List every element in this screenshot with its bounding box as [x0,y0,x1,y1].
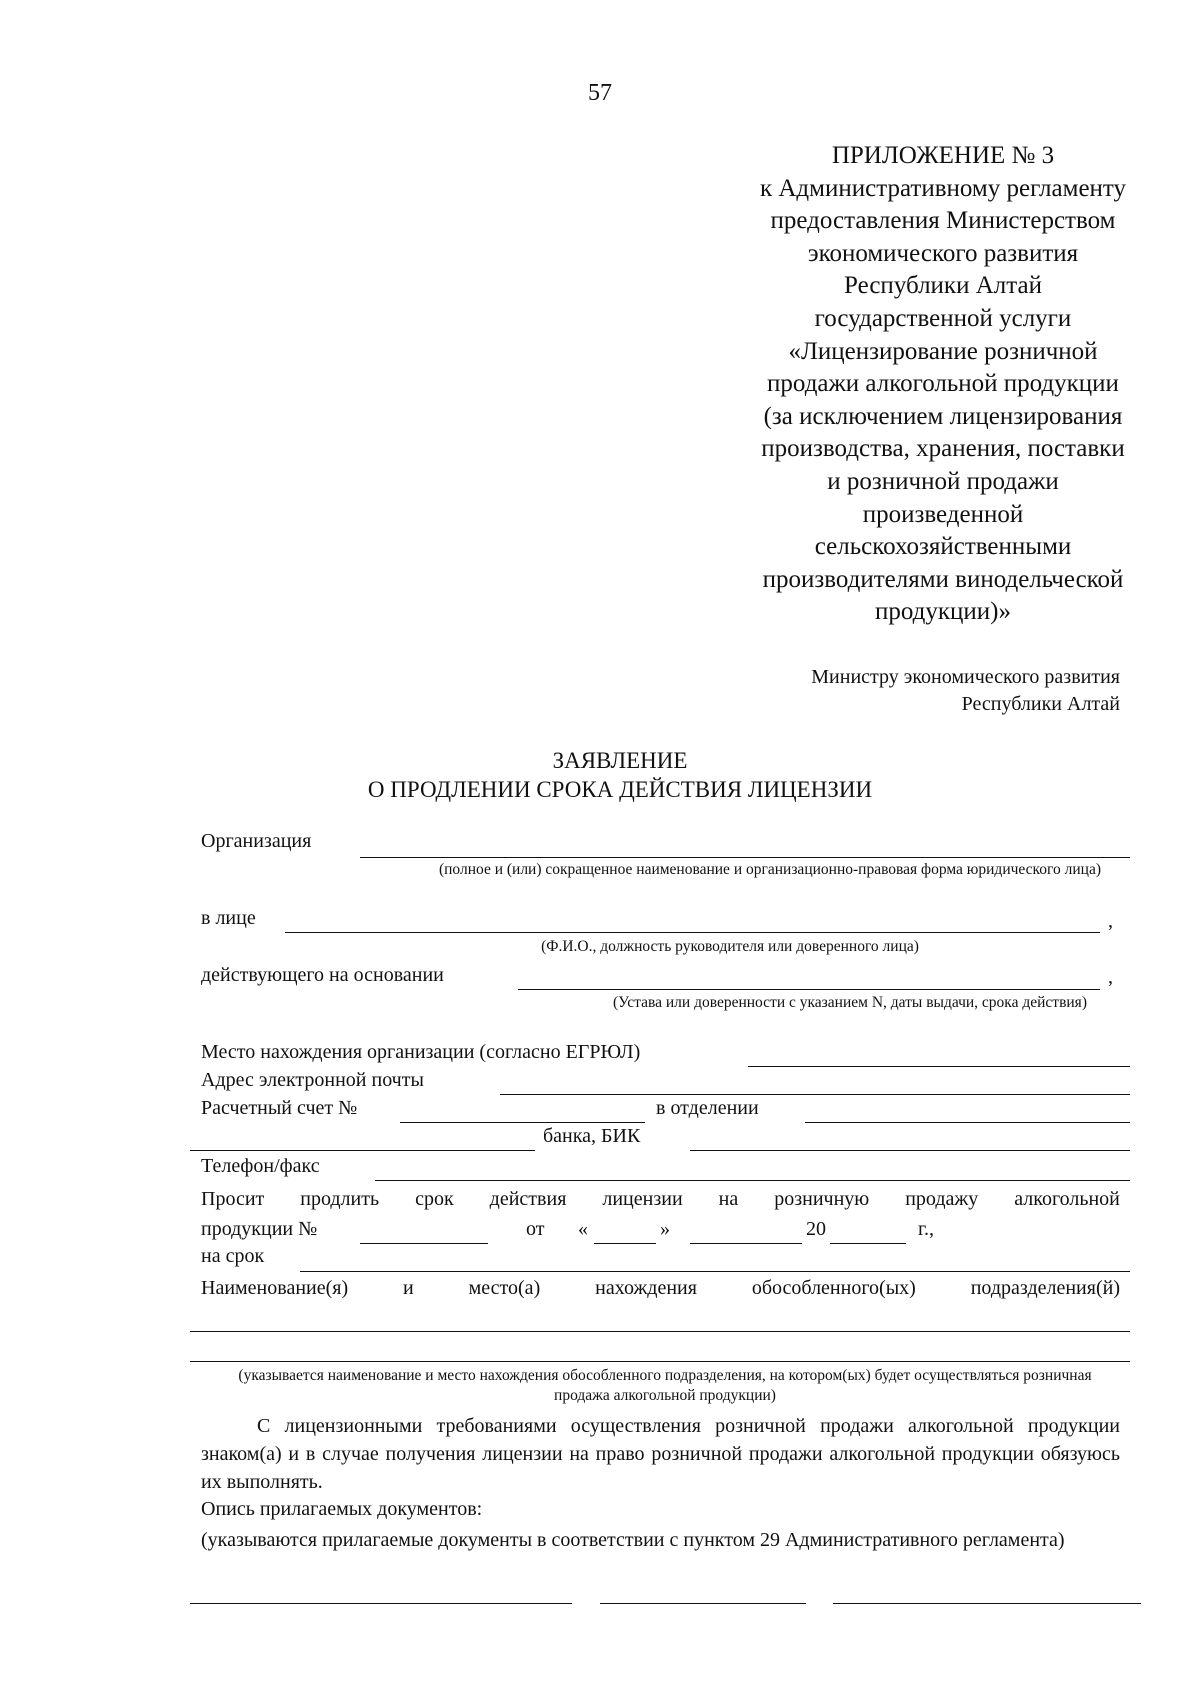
appendix-line: произведенной [862,500,1024,528]
appendix-line: продажи алкогольной продукции [767,370,1119,398]
organization-field-line[interactable] [360,857,1130,858]
appendix-header [720,140,1166,629]
location-field-line[interactable] [748,1066,1130,1067]
appendix-line: предоставления Министерством [770,207,1116,235]
from-label: от [526,1218,545,1240]
signature-line-sign[interactable] [600,1603,806,1604]
in-person-hint: (Ф.И.О., должность руководителя или доверенного лица) [541,938,919,955]
subdivision-hint: (указывается наименование и место нахождения обособленного подразделения, на котором(ых) будет осуществляться розничная продажа алкогольной продукции) [238,1367,1092,1404]
document-title [0,746,1200,804]
subdivision-field-line-1[interactable] [190,1331,1130,1332]
account-label: Расчетный счет № [201,1097,358,1119]
basis-field-line[interactable] [518,989,1100,990]
documents-label: Опись прилагаемых документов: [201,1498,483,1520]
appendix-line: Республики Алтай [844,272,1042,300]
bik-field-line[interactable] [690,1150,1130,1151]
subdivision-word: Наименование(я) [201,1277,349,1299]
appendix-line: «Лицензирование розничной [788,337,1098,365]
comma: , [1108,910,1113,932]
page-number: 57 [588,80,612,106]
appendix-line: государственной услуги [814,304,1072,332]
email-label: Адрес электронной почты [201,1069,424,1091]
request-word: розничную [774,1188,870,1210]
basis-hint: (Устава или доверенности с указанием N, даты выдачи, срока действия) [613,994,1087,1011]
year-field-line[interactable] [830,1243,906,1244]
appendix-line: сельскохозяйственными [814,533,1072,561]
appendix-line: производителями винодельческой [762,565,1124,593]
subdivision-word: подразделения(й) [970,1277,1120,1299]
appendix-line: ПРИЛОЖЕНИЕ № 3 [831,142,1055,169]
addressee [811,664,1120,718]
location-label: Место нахождения организации (согласно ЕГРЮЛ) [201,1041,641,1063]
organization-label: Организация [201,830,312,852]
subdivision-line [201,1277,1120,1300]
subdivision-field-line-2[interactable] [190,1361,1130,1362]
request-word: продажу [905,1188,979,1210]
in-person-field-line[interactable] [285,932,1100,933]
in-person-label: в лице [201,907,256,929]
comma: , [1108,966,1113,988]
bank-field-line[interactable] [190,1150,535,1151]
account-field-line[interactable] [400,1122,645,1123]
request-word: лицензии [602,1188,683,1210]
appendix-line: и розничной продажи [827,467,1059,495]
branch-label: в отделении [656,1097,759,1119]
subdivision-word: нахождения [595,1277,697,1299]
request-word: алкогольной [1014,1188,1120,1210]
signature-line-name[interactable] [833,1603,1141,1604]
appendix-line: экономического развития [807,239,1079,267]
branch-field-line[interactable] [805,1122,1130,1123]
title-line-2: О ПРОДЛЕНИИ СРОКА ДЕЙСТВИЯ ЛИЦЕНЗИИ [367,777,873,802]
year-prefix: 20 [806,1218,826,1240]
products-number-label: продукции № [201,1218,318,1240]
appendix-line: продукции)» [875,598,1011,626]
request-word: срок [415,1188,454,1210]
year-suffix: г., [918,1218,934,1240]
request-word: на [718,1188,739,1210]
addressee-line-2: Республики Алтай [961,693,1120,715]
request-line [201,1188,1120,1211]
month-field-line[interactable] [690,1243,802,1244]
request-word: действия [489,1188,567,1210]
request-word: продлить [300,1188,380,1210]
term-label: на срок [201,1245,265,1267]
request-word: Просит [201,1188,265,1210]
acknowledgement-paragraph: С лицензионными требованиями осуществления розничной продажи алкогольной продукции знаком(а) и в случае получения лицензии на право розничной продажи алкогольной продукции обязуюсь их выполнять. [201,1415,1120,1493]
phone-field-line[interactable] [375,1180,1130,1181]
subdivision-word: обособленного(ых) [751,1277,916,1299]
quote-close: » [660,1218,670,1240]
products-number-field-line[interactable] [360,1243,488,1244]
appendix-line: (за исключением лицензирования [763,402,1123,430]
term-field-line[interactable] [300,1271,1130,1272]
phone-label: Телефон/факс [201,1155,320,1177]
documents-hint: (указываются прилагаемые документы в соответствии с пунктом 29 Административного регламента) [201,1529,1065,1551]
appendix-line: к Административному регламенту [759,174,1127,202]
subdivision-word: и [403,1277,414,1299]
title-line-1: ЗАЯВЛЕНИЕ [552,748,688,773]
appendix-line: производства, хранения, поставки [761,435,1125,463]
bank-label: банка, БИК [543,1125,641,1147]
subdivision-word: место(а) [468,1277,541,1299]
quote-open: « [578,1218,588,1240]
email-field-line[interactable] [500,1094,1130,1095]
signature-line-position[interactable] [190,1603,572,1604]
organization-hint: (полное и (или) сокращенное наименование и организационно-правовая форма юридического лица) [438,861,1102,878]
addressee-line-1: Министру экономического развития [811,666,1120,688]
basis-label: действующего на основании [201,964,444,986]
day-field-line[interactable] [594,1243,656,1244]
